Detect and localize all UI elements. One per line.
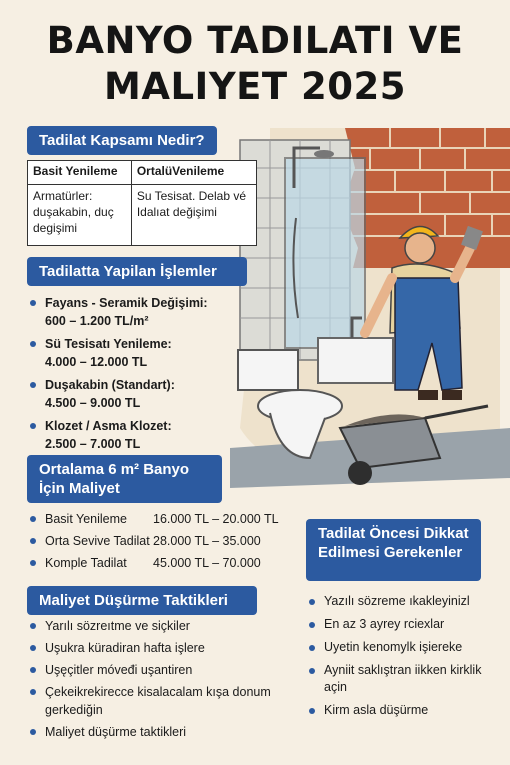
cost-heading: Ortalama 6 m² Banyo İçin Maliyet bbox=[27, 455, 222, 503]
list-item: Uşęçitler móveđi uşantiren bbox=[27, 661, 277, 683]
title-line-2: MALIYET 2025 bbox=[104, 65, 406, 108]
list-item: Kirm asla düşürme bbox=[306, 702, 496, 719]
list-item: Maliyet düşürme taktikleri bbox=[27, 723, 277, 745]
precautions-list bbox=[306, 593, 496, 725]
list-item: Klozet / Asma Klozet: 2.500 – 7.000 TL bbox=[27, 417, 237, 458]
list-item: Orta Sevive Tadilat 28.000 TL – 35.000 bbox=[27, 532, 307, 554]
tips-list bbox=[27, 617, 277, 745]
scope-heading: Tadilat Kapsamı Nedir? bbox=[27, 126, 217, 155]
scope-col2-text: Su Tesisat. Delab vé Idalıat değişimi bbox=[131, 185, 256, 246]
list-item: Komple Tadilat 45.000 TL – 70.000 bbox=[27, 554, 307, 576]
list-item: En az 3 ayrey rciexlar bbox=[306, 616, 496, 633]
precautions-heading: Tadilat Öncesi Dikkat Edilmesi Gerekenler bbox=[306, 519, 481, 581]
tips-heading: Maliyet Düşürme Taktikleri bbox=[27, 586, 257, 615]
bathroom-renovation-illustration bbox=[230, 128, 510, 488]
title-line-1: BANYO TADILATI VE bbox=[46, 19, 464, 62]
scope-col2-head: OrtalüVenileme bbox=[131, 161, 256, 185]
list-item: Uşukra küradiran hafta işlere bbox=[27, 639, 277, 661]
cost-list bbox=[27, 510, 307, 576]
scope-col1-head: Basit Yenileme bbox=[28, 161, 132, 185]
list-item: Uyetin kenomylk işiereke bbox=[306, 639, 496, 656]
scope-table bbox=[27, 160, 257, 246]
page-title bbox=[0, 18, 510, 110]
scope-col1-text: Armatürler: duşakabin, duç degişimi bbox=[28, 185, 132, 246]
list-item: Ayniit saklıştran iikken kirklik açin bbox=[306, 662, 496, 696]
operations-heading: Tadilatta Yapilan İşlemler bbox=[27, 257, 247, 286]
operations-list bbox=[27, 294, 237, 458]
list-item: Yazılı sözreme ıkakleyinizl bbox=[306, 593, 496, 610]
list-item: Fayans - Seramik Değişimi: 600 – 1.200 TL/m² bbox=[27, 294, 237, 335]
list-item: Duşakabin (Standart): 4.500 – 9.000 TL bbox=[27, 376, 237, 417]
list-item: Basit Yenileme 16.000 TL – 20.000 TL bbox=[27, 510, 307, 532]
list-item: Sü Tesisatı Yenileme: 4.000 – 12.000 TL bbox=[27, 335, 237, 376]
list-item: Çekeikrekirecce kisalacalam kışa donum gerkediğin bbox=[27, 683, 277, 723]
list-item: Yarılı sözreıtme ve siçkiler bbox=[27, 617, 277, 639]
